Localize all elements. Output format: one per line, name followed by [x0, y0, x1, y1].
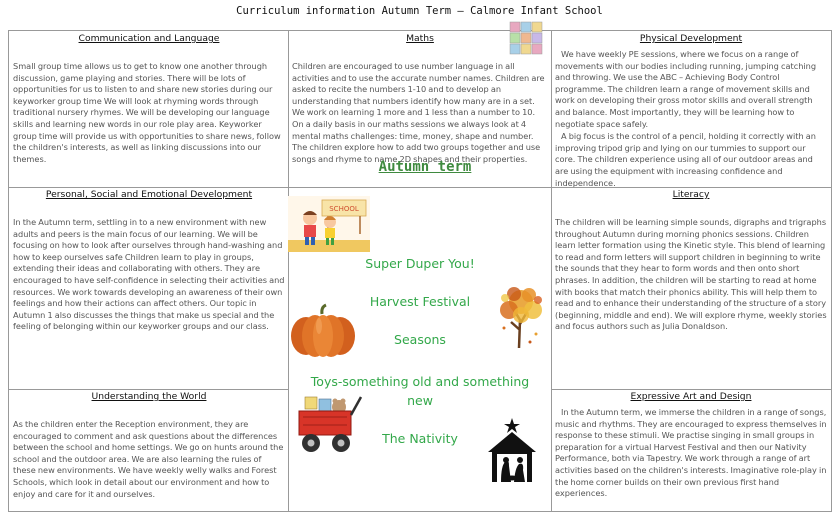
- communication-section: [13, 33, 285, 185]
- autumn-tree-icon: [496, 284, 546, 348]
- section-heading: Expressive Art and Design: [630, 391, 752, 402]
- section-body-2: A big focus is the control of a pencil, holding it correctly with an improving tripod grip and lying on our tummies to support our core. The children experience using all of our outdoor areas and are using the equipment with increasing confidence and independence.: [555, 131, 816, 187]
- personal-section: [13, 189, 285, 387]
- grid-divider: [551, 389, 831, 390]
- topic-seasons: Seasons: [394, 332, 446, 347]
- section-heading: Maths: [406, 33, 434, 44]
- section-heading: Personal, Social and Emotional Development: [45, 189, 253, 200]
- nativity-icon: [485, 418, 539, 482]
- grid-divider: [551, 187, 831, 188]
- section-heading: Communication and Language: [78, 33, 220, 44]
- toy-wagon-icon: [293, 393, 365, 455]
- abc-blocks-icon: [508, 20, 544, 56]
- topic-harvest-festival: Harvest Festival: [369, 294, 471, 309]
- physical-section: [555, 33, 827, 187]
- world-section: [13, 391, 285, 509]
- grid-divider: [288, 389, 289, 511]
- section-body: Small group time allows us to get to know one another through discussion, game playing and stories. There will be lots of opportunities for us to listen to and share new stories during our keyworker group time We will look at rhyming words through traditional nursery rhymes. We will be developing our language skills and learning new words in our role play area. Keyworker group time will provide us with opportunities to share news, follow the children's interests, as well as linking discussions into our themes.: [13, 61, 281, 164]
- grid-divider: [9, 187, 288, 188]
- section-heading: Understanding the World: [91, 391, 207, 402]
- art-section: [555, 391, 827, 509]
- grid-divider: [288, 187, 551, 188]
- topic-nativity: The Nativity: [382, 431, 458, 446]
- section-body: In the Autumn term, settling in to a new environment with new adults and peers is the main focus of our learning. We will be focusing on how to look after ourselves through hand-washing and how to keep ourselves safe Children learn to play in groups, extending their ideas and collaborating with others. They are encouraged to have self-confidence in selecting their activities and resources. We work towards developing an awareness of their own feelings and how their actions can affect others. Our topic in Autumn 1 also discusses the things that make us special and the feeling of belonging within our keyworker groups and our class.: [13, 217, 285, 332]
- topic-super-duper-you: Super Duper You!: [365, 256, 475, 271]
- section-body: As the children enter the Reception environment, they are encouraged to comment and ask questions about the differences between the school and home settings. We go on hunts around the school and the outdoor area. We are also learning the rules of these new environments. We have weekly welly walks and Forest Schools, which look in detail about our environment and how to enjoy and care for it and ourselves.: [13, 419, 284, 499]
- autumn-term-heading: Autumn term: [378, 159, 472, 175]
- svg-text:SCHOOL: SCHOOL: [329, 205, 359, 213]
- grid-divider: [9, 389, 288, 390]
- section-body: We have weekly PE sessions, where we focus on a range of movements with our bodies including running, jumping catching and throwing. We use the ABC – Achieving Body Control programme. The children learn a range of movement skills and work on developing their gross motor skills and overall strength and balance. Most importantly, they will be learning how to negotiate space safely.: [555, 49, 817, 129]
- section-body: In the Autumn term, we immerse the children in a range of songs, music and rhythms. They are encouraged to express themselves in response to these stimuli. We practise singing in small groups in preparation for a virtual Harvest Festival and then our Nativity Performance, both via Tapestry. We work through a range of art activities based on the children's interests. Imaginative role-play in the home corner builds on their own previous first hand experiences.: [555, 407, 827, 499]
- literacy-section: [555, 189, 827, 387]
- children-school-icon: [288, 196, 370, 252]
- section-heading: Literacy: [672, 189, 710, 200]
- section-heading: Physical Development: [639, 33, 743, 44]
- section-body: Children are encouraged to use number language in all activities and to use the accurate number names. Children are asked to recite the numbers 1-10 and to develop an understanding that numbers identify how many are in a set. We work on learning 1 more and 1 less than a number to 10. On a daily basis in our maths sessions we always look at 4 mental maths challenges: time, money, shape and number. The children explore how to add two groups together and use songs and rhyme to name 2D shapes and their properties.: [292, 61, 545, 164]
- page-title: Curriculum information Autumn Term – Calmore Infant School: [236, 5, 603, 17]
- grid-divider: [551, 31, 552, 511]
- section-body: The children will be learning simple sounds, digraphs and trigraphs throughout Autumn during morning phonics sessions. Children learn letter formation using the Kinetic style. This blend of learning to read and form letters will support children in beginning to write the sounds that they hear to form words and then onto short phrases. In addition, the children will be starting to read at home with books that match their phonics ability. This will help them to read and to enhance their understanding of the structure of a story (beginning, middle and end). We will explore rhyme, weekly stories and focus authors such as Julia Donaldson.: [555, 217, 827, 332]
- pumpkin-icon: [288, 304, 358, 358]
- topic-toys: Toys-something old and something new: [310, 374, 530, 408]
